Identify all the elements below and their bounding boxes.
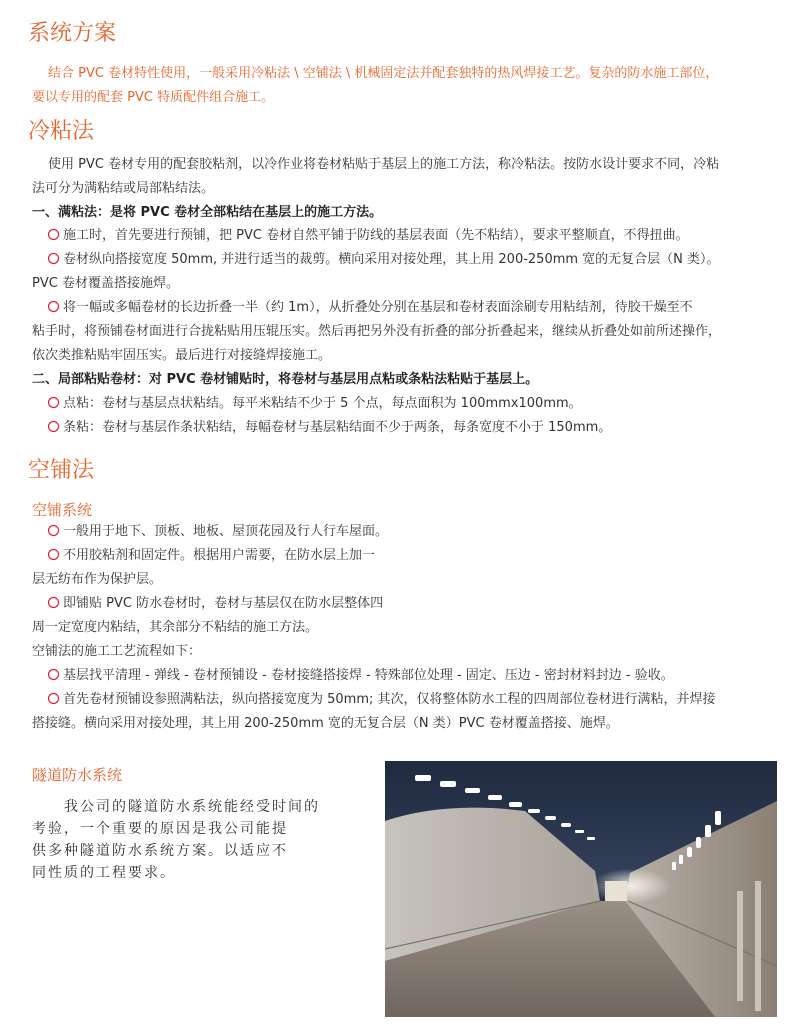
full-bond-item-2-cont: PVC 卷材覆盖搭接施焊。 [32,276,179,291]
partial-bond-item-1: 点粘：卷材与基层点状粘结。每平米粘结不少于 5 个点，每点面积为 100mmx100mm。 [48,392,582,416]
hollow-red-circle-icon [48,597,59,608]
empty-process-steps: 基层找平清理 - 弹线 - 卷材预铺设 - 卷材接缝搭接焊 - 特殊部位处理 - 固定、压边 - 密封材料封边 - 验收。 [48,664,674,688]
full-bond-item-2: 卷材纵向搭接宽度 50mm, 并进行适当的裁剪。横向采用对接处理，其上用 200-250mm 宽的无复合层（N 类）。 [48,248,720,272]
hollow-red-circle-icon [48,669,59,680]
empty-title: 空铺法 [28,458,95,483]
empty-item-3: 即铺贴 PVC 防水卷材时，卷材与基层仅在防水层整体四 [48,592,383,616]
hollow-red-circle-icon [48,301,59,312]
plan-line-1: 结合 PVC 卷材特性使用，一般采用冷粘法 \ 空铺法 \ 机械固定法并配套独特的热风焊接工艺。复杂的防水施工部位， [48,66,719,81]
tunnel-line-2: 考验，一个重要的原因是我公司能提 [32,821,288,837]
full-bond-item-3: 将一幅或多幅卷材的长边折叠一半（约 1m），从折叠处分别在基层和卷材表面涂刷专用粘结剂，待胶干燥至不 [48,296,693,320]
tunnel-line-3: 供多种隧道防水系统方案。以适应不 [32,843,288,859]
tunnel-title: 隧道防水系统 [32,766,123,784]
tunnel-photo [385,761,777,1017]
empty-item-1: 一般用于地下、顶板、地板、屋顶花园及行人行车屋面。 [48,520,388,544]
hollow-red-circle-icon [48,397,59,408]
plan-title: 系统方案 [28,21,117,46]
partial-bond-item-2: 条粘：卷材与基层作条状粘结，每幅卷材与基层粘结面不少于两条，每条宽度不小于 150mm。 [48,416,611,440]
tunnel-line-1: 我公司的隧道防水系统能经受时间的 [64,799,320,815]
cold-intro-2: 法可分为满粘结或局部粘结法。 [32,181,215,196]
empty-subtitle: 空铺系统 [32,501,93,519]
plan-line-2: 要以专用的配套 PVC 特质配件组合施工。 [32,90,275,105]
full-bond-item-1: 施工时，首先要进行预铺，把 PVC 卷材自然平铺于防线的基层表面（先不粘结），要求平整顺直，不得扭曲。 [48,224,689,248]
hollow-red-circle-icon [48,229,59,240]
cold-intro-1: 使用 PVC 卷材专用的配套胶粘剂，以冷作业将卷材粘贴于基层上的施工方法，称冷粘法。按防水设计要求不同，冷粘 [48,157,720,172]
empty-item-2-cont: 层无纺布作为保护层。 [32,572,163,587]
empty-process-label: 空铺法的施工工艺流程如下： [32,644,202,659]
hollow-red-circle-icon [48,693,59,704]
empty-item-4-cont: 搭接缝。横向采用对接处理，其上用 200-250mm 宽的无复合层（N 类）PVC 卷材覆盖搭接、施焊。 [32,716,619,731]
empty-item-3-cont: 周一定宽度内粘结，其余部分不粘结的施工方法。 [32,620,319,635]
full-bond-item-3-cont-2: 依次类推粘贴牢固压实。最后进行对接缝焊接施工。 [32,348,332,363]
partial-bond-heading: 二、局部粘贴卷材：对 PVC 卷材铺贴时，将卷材与基层用点粘或条粘法粘贴于基层上。 [32,372,539,387]
empty-item-4: 首先卷材预铺设参照满粘法，纵向搭接宽度为 50mm; 其次，仅将整体防水工程的四周部位卷材进行满粘，并焊接 [48,688,716,712]
tunnel-line-4: 同性质的工程要求。 [32,865,176,881]
hollow-red-circle-icon [48,525,59,536]
cold-title: 冷粘法 [28,119,95,144]
hollow-red-circle-icon [48,549,59,560]
empty-item-2: 不用胶粘剂和固定件。根据用户需要，在防水层上加一 [48,544,375,568]
hollow-red-circle-icon [48,253,59,264]
hollow-red-circle-icon [48,421,59,432]
full-bond-heading: 一、满粘法：是将 PVC 卷材全部粘结在基层上的施工方法。 [32,205,383,220]
full-bond-item-3-cont-1: 粘手时，将预铺卷材面进行合拢粘贴用压辊压实。然后再把另外没有折叠的部分折叠起来，继续从折叠处如前所述操作， [32,324,722,339]
